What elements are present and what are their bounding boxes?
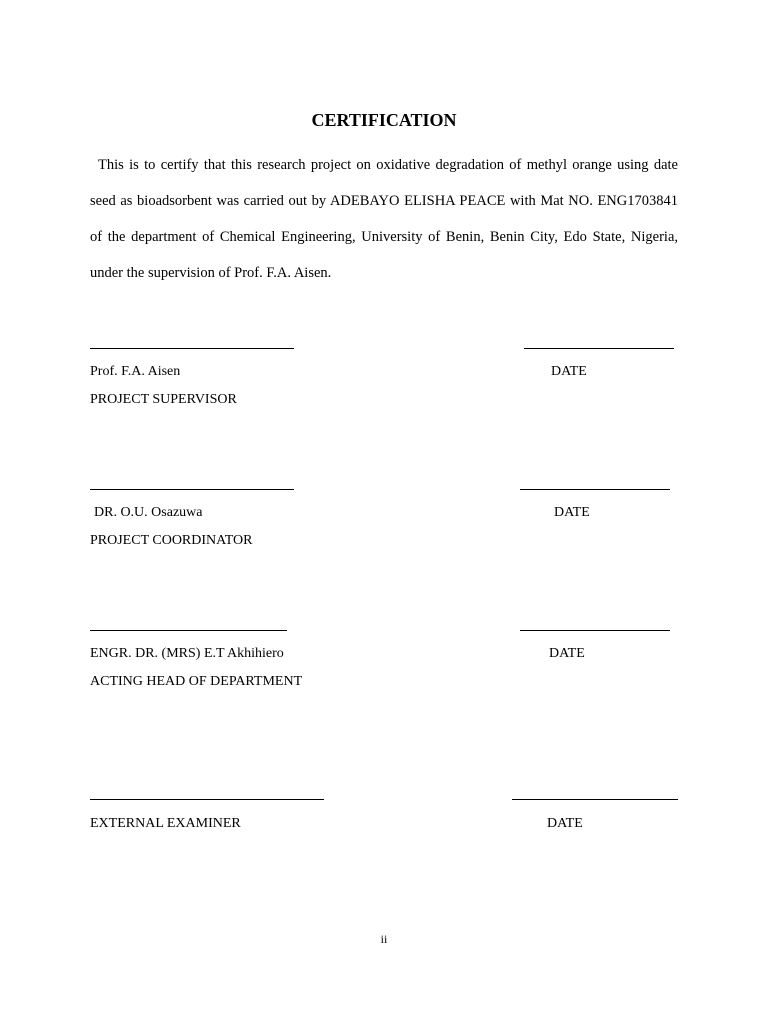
signatory-role: ACTING HEAD OF DEPARTMENT [90,674,303,689]
date-label: DATE [554,505,590,520]
signature-line [90,799,324,800]
signatory-role: PROJECT SUPERVISOR [90,392,237,407]
signatory-name: DR. O.U. Osazuwa [94,505,203,520]
certification-paragraph: This is to certify that this research project on oxidative degradation of methyl orange using date seed as bioadsorbent was carried out by ADEBAYO ELISHA PEACE with Mat NO. ENG1703841 of the department of Chemical Engineering, University of Benin, Benin City, Edo State, Nigeria, under the supervision of Prof. F.A. Aisen. [90,157,678,281]
signatory-name: EXTERNAL EXAMINER [90,816,241,831]
date-line [524,348,674,349]
date-line [520,489,670,490]
date-line [520,630,670,631]
date-label: DATE [547,816,583,831]
page-number: ii [380,932,388,946]
signature-line [90,489,294,490]
signature-line [90,630,287,631]
signatory-name: ENGR. DR. (MRS) E.T Akhihiero [90,646,284,661]
signature-line [90,348,294,349]
date-label: DATE [549,646,585,661]
date-label: DATE [551,364,587,379]
date-line [512,799,678,800]
signatory-name: Prof. F.A. Aisen [90,364,181,379]
signatory-role: PROJECT COORDINATOR [90,533,253,548]
page-title: CERTIFICATION [311,110,457,130]
